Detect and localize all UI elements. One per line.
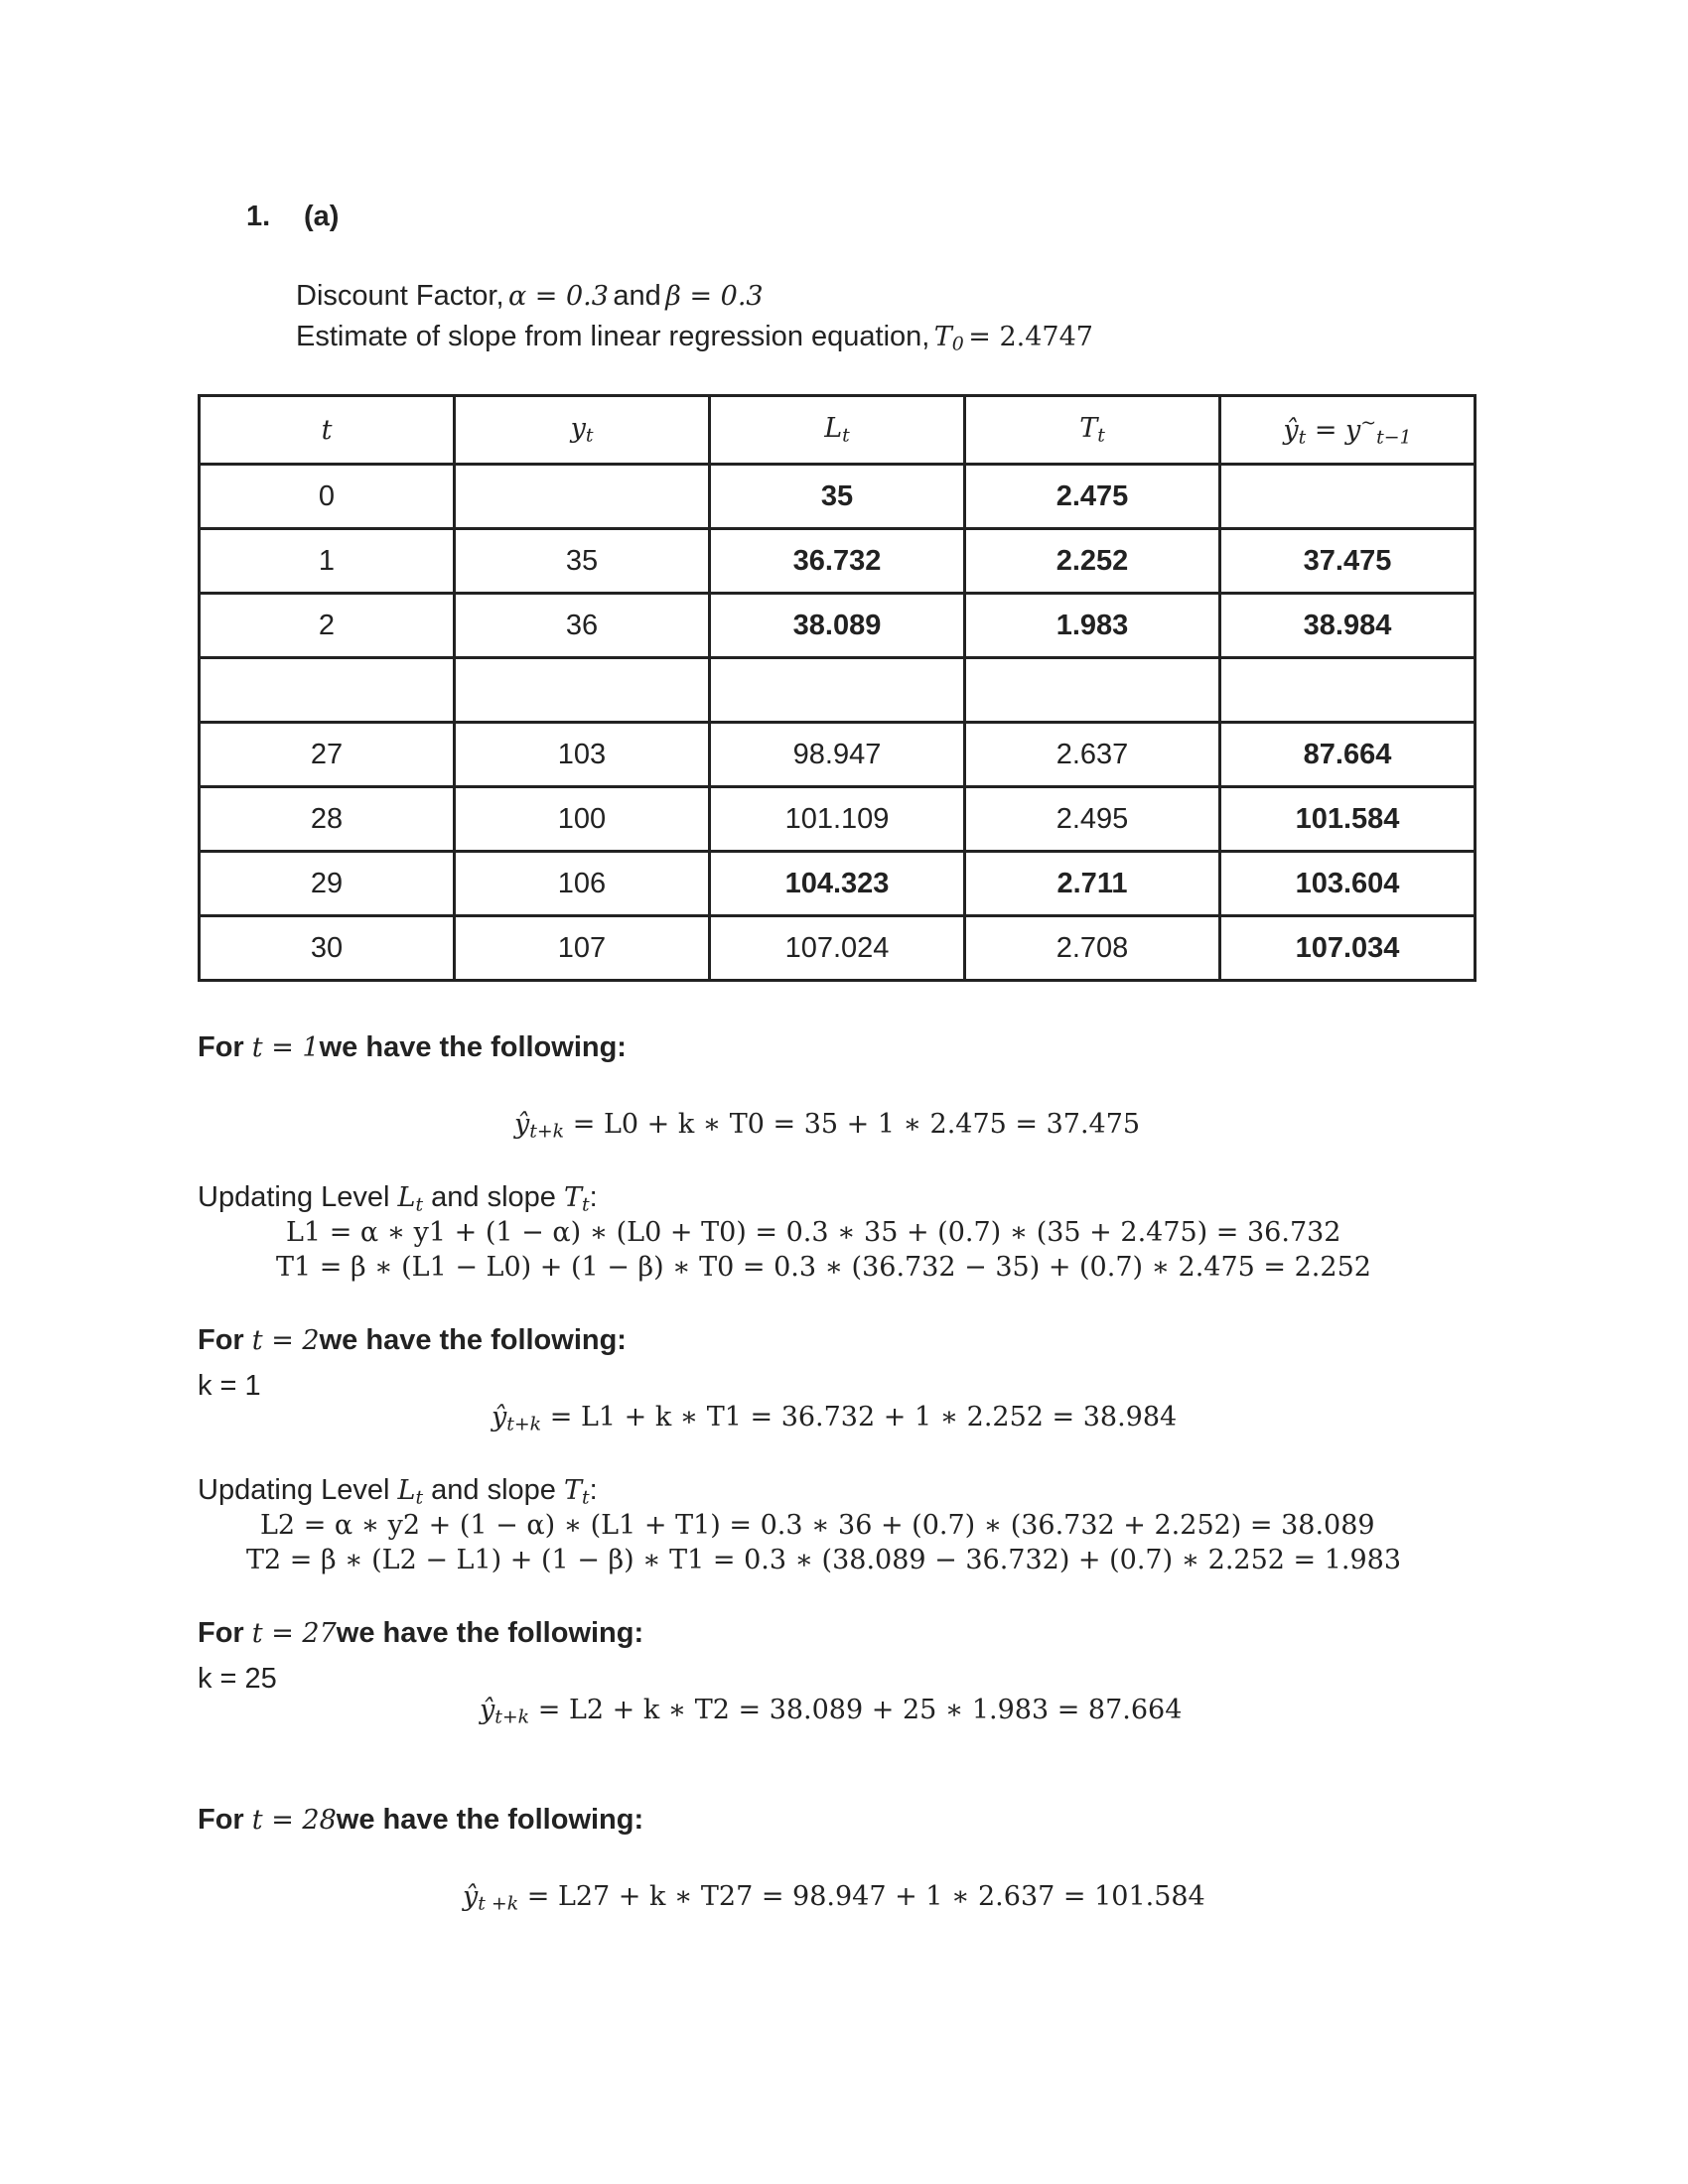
cell-t: 27 xyxy=(200,723,455,787)
k-value-t2: k = 1 xyxy=(198,1370,261,1402)
discount-factor-line: Discount Factor, α = 0.3 and β = 0.3 xyxy=(296,280,764,312)
cell-trend: 2.708 xyxy=(965,916,1220,981)
holt-smoothing-table xyxy=(198,394,1477,982)
cell-trend: 2.252 xyxy=(965,529,1220,594)
cell-level: 101.109 xyxy=(710,787,965,852)
forecast-equation-t27: $ŷ_{t+k} = L2 + k$ ∗ T2 = 38.089 + 25 ∗ 1.983 = 87.664 xyxy=(480,1695,1183,1728)
question-number: 1. xyxy=(246,201,271,232)
cell-t: 28 xyxy=(200,787,455,852)
k-value-t27: k = 25 xyxy=(198,1663,277,1695)
update-label-t2: Updating Level $L_t$ and slope $T_t$: xyxy=(198,1474,598,1509)
header-level: $L_t$ xyxy=(710,396,965,465)
cell-t: 0 xyxy=(200,465,455,529)
cell-forecast: 101.584 xyxy=(1220,787,1476,852)
cell-y: 106 xyxy=(455,852,710,916)
cell-y: 36 xyxy=(455,594,710,658)
cell-forecast xyxy=(1220,658,1476,723)
slope-equation-t1: T1 = β ∗ (L1 − L0) + (1 − β) ∗ T0 = 0.3 ∗ (36.732 − 35) + (0.7) ∗ 2.475 = 2.252 xyxy=(276,1252,1371,1283)
cell-forecast: 103.604 xyxy=(1220,852,1476,916)
table-row xyxy=(200,465,1476,529)
cell-y: 103 xyxy=(455,723,710,787)
table-row xyxy=(200,594,1476,658)
cell-level: 107.024 xyxy=(710,916,965,981)
section-heading-t27: For t = 27we have the following: xyxy=(198,1617,644,1649)
section-heading-t28: For t = 28we have the following: xyxy=(198,1804,644,1836)
update-label-t1: Updating Level $L_t$ and slope $T_t$: xyxy=(198,1181,598,1216)
cell-trend: 2.711 xyxy=(965,852,1220,916)
table-row xyxy=(200,723,1476,787)
forecast-equation-t28: $ŷ_{t +k} = L27 + k$ ∗ T27 = 98.947 + 1 ∗ 2.637 = 101.584 xyxy=(463,1881,1205,1915)
cell-level: 36.732 xyxy=(710,529,965,594)
cell-forecast: 107.034 xyxy=(1220,916,1476,981)
header-t: t xyxy=(200,396,455,465)
level-equation-t2: L2 = α ∗ y2 + (1 − α) ∗ (L1 + T1) = 0.3 ∗ 36 + (0.7) ∗ (36.732 + 2.252) = 38.089 xyxy=(260,1510,1375,1541)
table-row xyxy=(200,787,1476,852)
cell-trend xyxy=(965,658,1220,723)
cell-t: 2 xyxy=(200,594,455,658)
cell-y: 100 xyxy=(455,787,710,852)
cell-level: 104.323 xyxy=(710,852,965,916)
cell-t: 30 xyxy=(200,916,455,981)
slope-estimate-line: Estimate of slope from linear regression equation, $T_0 = 2.4747$ xyxy=(296,321,1093,355)
header-trend: $T_t$ xyxy=(965,396,1220,465)
forecast-equation-t1: $ŷ_{t+k} = L0 + k$ ∗ T0 = 35 + 1 ∗ 2.475 = 37.475 xyxy=(514,1109,1141,1143)
table-row xyxy=(200,916,1476,981)
cell-t: 1 xyxy=(200,529,455,594)
cell-forecast: 38.984 xyxy=(1220,594,1476,658)
level-equation-t1: L1 = α ∗ y1 + (1 − α) ∗ (L0 + T0) = 0.3 ∗ 35 + (0.7) ∗ (35 + 2.475) = 36.732 xyxy=(286,1217,1341,1248)
cell-t: 29 xyxy=(200,852,455,916)
table-row-blank xyxy=(200,658,1476,723)
cell-trend: 2.475 xyxy=(965,465,1220,529)
cell-trend: 1.983 xyxy=(965,594,1220,658)
cell-trend: 2.637 xyxy=(965,723,1220,787)
question-part: (a) xyxy=(304,201,340,232)
cell-forecast xyxy=(1220,465,1476,529)
header-y: $y_t$ xyxy=(455,396,710,465)
cell-y: 107 xyxy=(455,916,710,981)
cell-t xyxy=(200,658,455,723)
cell-level: 38.089 xyxy=(710,594,965,658)
cell-y xyxy=(455,465,710,529)
section-heading-t2: For t = 2we have the following: xyxy=(198,1324,627,1356)
cell-level: 98.947 xyxy=(710,723,965,787)
table-row xyxy=(200,852,1476,916)
forecast-equation-t2: $ŷ_{t+k} = L1 + k$ ∗ T1 = 36.732 + 1 ∗ 2.252 = 38.984 xyxy=(492,1402,1178,1435)
cell-trend: 2.495 xyxy=(965,787,1220,852)
cell-level xyxy=(710,658,965,723)
table-row xyxy=(200,529,1476,594)
cell-level: 35 xyxy=(710,465,965,529)
section-heading-t1: For t = 1we have the following: xyxy=(198,1031,627,1063)
cell-y: 35 xyxy=(455,529,710,594)
table-header-row xyxy=(200,396,1476,465)
cell-y xyxy=(455,658,710,723)
cell-forecast: 37.475 xyxy=(1220,529,1476,594)
slope-equation-t2: T2 = β ∗ (L2 − L1) + (1 − β) ∗ T1 = 0.3 ∗ (38.089 − 36.732) + (0.7) ∗ 2.252 = 1.983 xyxy=(246,1545,1402,1575)
cell-forecast: 87.664 xyxy=(1220,723,1476,787)
header-forecast: $ŷ_t = y^\sim_{t-1}$ xyxy=(1220,396,1476,465)
